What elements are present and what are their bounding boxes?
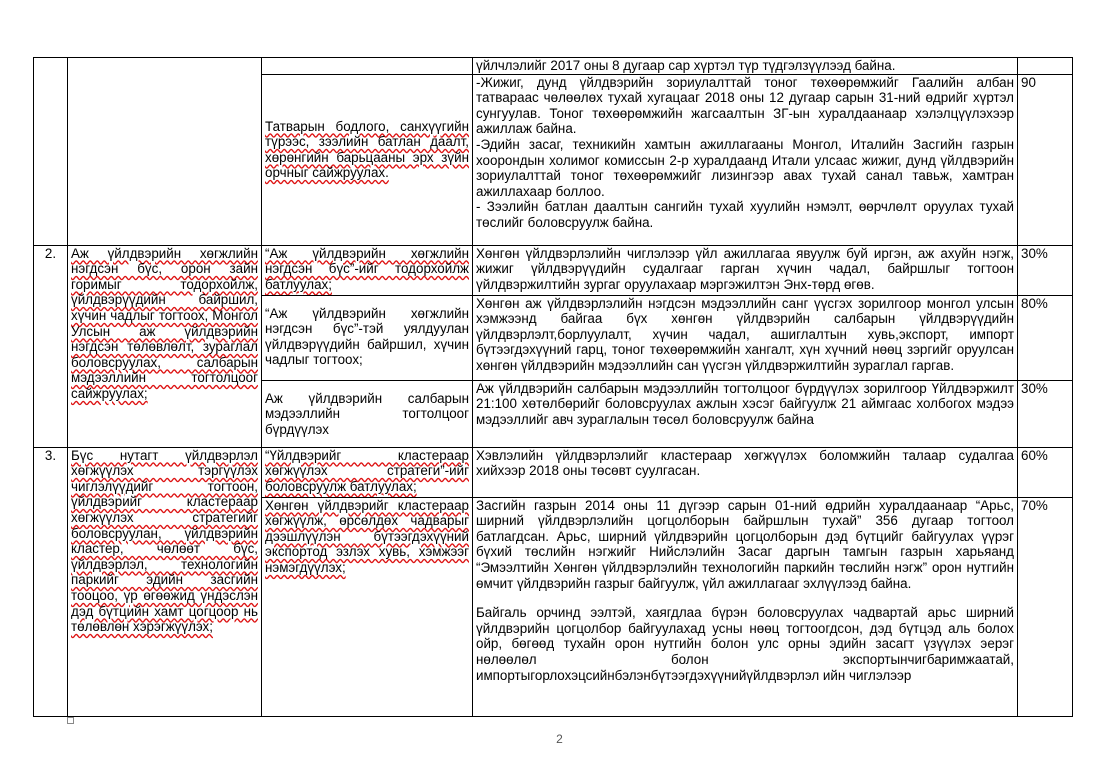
- percent-cell: 70%: [1018, 497, 1073, 716]
- goal-cell: [68, 245, 262, 447]
- number-cell: [34, 58, 68, 246]
- measure-text: “Үйлдвэрийг кластераар хөгжүүлэх стратеги”-ийг боловсруулж батлуулах;: [265, 447, 469, 494]
- measure-cell: [262, 58, 473, 75]
- table-row: [34, 58, 1073, 75]
- goal-text: Бүс нутагт үйлдвэрлэл хөгжүүлэх тэргүүлэх чиглэлүүдийг тогтоон, үйлдвэрийг кластераар хөгжүүлэх стратегийг боловсруулан, үйлдвэрийн кластер, чөлөөт бүс, үйлдвэрлэл, технологийн паркийг эдийн засгийн тооцоо, үр өгөөжид үндэслэн дэд бүтцийн хамт цогцоор нь төлөвлөн хэрэгжүүлэх;: [71, 447, 258, 635]
- activity-cell: Хөнгөн аж үйлдвэрлэлийн нэгдсэн мэдээллийн санг үүсгэх зорилгоор монгол улсын хэмжээнд байгаа бүх хөнгөн үйлдвэрийн салбарын үйлдвэрүүдийн үйлдвэрлэлт,борлуулалт, хүчин чадал, ашиглалтын хувь,экспорт, импорт бүтээгдэхүүний гарц, тоног төхөөрөмжийн хангалт, хүн хүчний нөөц зэргийг оруулсан хөнгөн үйлдвэрийн мэдээллийн сан үүсгэн үйлдвэржилтийн зураглал гаргав.: [473, 295, 1018, 380]
- percent-cell: 30%: [1018, 245, 1073, 295]
- activity-cell: Аж үйлдвэрийн салбарын мэдээллийн тогтолцоог бүрдүүлэх зорилгоор Үйлдвэржилт 21:100 хөтөлбөрийг боловсруулах ажлын хэсэг байгуулж 21 аймгаас холбогох мэдээ мэдээллийг авч зураглалын төсөл боловсруулж байна: [473, 380, 1018, 447]
- page-number: 2: [556, 732, 563, 746]
- number-cell: 3.: [34, 447, 68, 716]
- paragraph-spacer: [476, 591, 1014, 605]
- activity-paragraph: -Жижиг, дунд үйлдвэрийн зориулалттай тоног төхөөрөмжийг Гаалийн албан татвараас чөлөөлөх тухай хугацааг 2018 оны 12 дугаар сарын 31-ний өдрийг хүртэл сунгуулав. Тоног төхөөрөмжийн жагсаалтын ЗГ-ын хуралдаанаар хэлэлцүүлэхээр ажиллаж байна.: [476, 74, 1014, 137]
- measure-cell: “Аж үйлдвэрийн хөгжлийн нэгдсэн бүс”-тэй уялдуулан үйлдвэрүүдийн байршил, хүчин чадлыг тогтоох;: [262, 295, 473, 380]
- table-row: [34, 447, 1073, 497]
- activity-paragraph: Байгаль орчинд ээлтэй, хаягдлаа бүрэн боловсруулах чадвартай арьс ширний үйлдвэрийн цогцолбор байгуулахад усны нөөц тогтоогдсон, дэд бүтцэд аль болох ойр, бөгөөд тухайн орон нутгийн болон улс орны эдийн засагт үзүүлэх эерэг нөлөөлөл болон экспортынчигбаримжаатай, импортыгорлохэцсийнбэлэнбүтээгдэхүүнийүйлдвэрлэл ийн чиглэлээр: [476, 605, 1014, 683]
- percent-cell: 60%: [1018, 447, 1073, 497]
- percent-cell: 90: [1018, 74, 1073, 245]
- percent-cell: [1018, 58, 1073, 75]
- activity-paragraph: Засгийн газрын 2014 оны 11 дүгээр сарын 01-ний өдрийн хуралдаанаар “Арьс, ширний үйлдвэрлэлийн цогцолборын байршлын тухай” 356 дугаар тогтоол батлагдсан. Арьс, ширний үйлдвэрийн цогцолборын дэд бүтцийг байгуулах үүрэг бүхий төслийн нэгжийг Нийслэлийн Засаг даргын тамгын газрын харьяанд “Эмээлтийн Хөнгөн үйлдвэрлэлийн технологийн паркийн төслийн нэгж” орон нутгийн өмчит үйлдвэрийн газрыг байгуулж, үйл ажиллагааг эхлүүлээд байна.: [476, 497, 1014, 591]
- percent-cell: 30%: [1018, 380, 1073, 447]
- measure-cell: [262, 497, 473, 716]
- table-anchor-marker: [67, 717, 74, 724]
- activity-cell: Хэвлэлийн үйлдвэрлэлийг кластераар хөгжүүлэх боломжийн талаар судалгаа хийхээр 2018 оны төсөвт суулгасан.: [473, 447, 1018, 497]
- report-table: [33, 57, 1073, 717]
- measure-cell: [262, 447, 473, 497]
- measure-text: Хөнгөн үйлдвэрийг кластераар хөгжүүлж, өрсөлдөх чадварыг дээшлүүлэн бүтээгдэхүүний экспортод эзлэх хувь, хэмжээг нэмэгдүүлэх;: [265, 497, 469, 575]
- measure-text: Татварын бодлого, санхүүгийн түрээс, зээлийн батлан даалт, хөрөнгийн барьцааны эрх зүйн орчныг сайжруулах.: [265, 118, 469, 181]
- activity-cell: [473, 74, 1018, 245]
- activity-cell: Хөнгөн үйлдвэрлэлийн чиглэлээр үйл ажиллагаа явуулж буй иргэн, аж ахуйн нэгж, жижиг үйлдвэрүүдийн судалгааг гарган хүчин чадал, байршлыг тогтоон үйлдвэржилтийн зургаг оруулахаар мэргэжилтэн Энх-төрд өгөв.: [473, 245, 1018, 295]
- activity-paragraph: - Зээлийн батлан даалтын сангийн тухай хуулийн нэмэлт, өөрчлөлт оруулах тухай төслийг боловсруулж байна.: [476, 199, 1014, 230]
- activity-cell: [473, 497, 1018, 716]
- activity-paragraph: -Эдийн засаг, техникийн хамтын ажиллагааны Монгол, Италийн Засгийн газрын хоорондын холимог комиссын 2-р хуралдаанд Итали улсаас жижиг, дунд үйлдвэрийн зориулалттай тоног төхөөрөмжийг лизингээр авах тухай санал тавьж, хамтран ажиллахаар боллоо.: [476, 136, 1014, 199]
- goal-cell: [68, 58, 262, 246]
- goal-cell: [68, 447, 262, 716]
- table-row: [34, 245, 1073, 295]
- goal-text: Аж үйлдвэрийн хөгжлийн нэгдсэн бүс, орон зайн горимыг тодорхойлж, үйлдвэрүүдийн байршил, хүчин чадлыг тогтоох, Монгол Улсын аж үйлдвэрийн нэгдсэн төлөвлөлт, зураглал боловсруулах, салбарын мэдээллийн тогтолцоог сайжруулах;: [71, 245, 258, 401]
- measure-cell: Аж үйлдвэрийн салбарын мэдээллийн тогтолцоог бүрдүүлэх: [262, 380, 473, 447]
- measure-cell: [262, 245, 473, 295]
- number-cell: 2.: [34, 245, 68, 447]
- percent-cell: 80%: [1018, 295, 1073, 380]
- measure-cell: [262, 74, 473, 245]
- activity-cell: үйлчлэлийг 2017 оны 8 дугаар сар хүртэл түр түдгэлзүүлээд байна.: [473, 58, 1018, 75]
- measure-text: “Аж үйлдвэрийн хөгжлийн нэгдсэн бүс”-ийг тодорхойлж батлуулах;: [265, 245, 469, 292]
